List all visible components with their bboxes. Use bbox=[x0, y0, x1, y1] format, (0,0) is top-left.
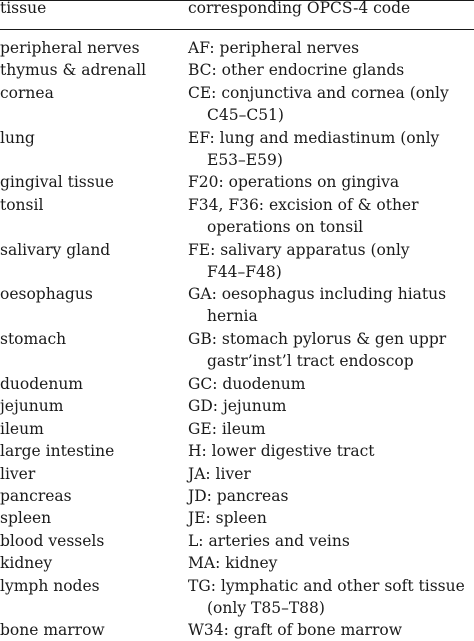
table-row-tissue: lymph nodes bbox=[0, 576, 100, 595]
table-row-tissue: thymus & adrenall bbox=[0, 61, 147, 80]
code-continuation-line: gastr’inst’l tract endoscop bbox=[207, 352, 414, 371]
table-row-tissue: spleen bbox=[0, 509, 52, 528]
table-row-tissue: bone marrow bbox=[0, 621, 105, 640]
table-row-tissue: liver bbox=[0, 464, 36, 483]
table-row-code bbox=[188, 82, 474, 126]
code-line: AF: peripheral nerves bbox=[188, 39, 360, 57]
code-continuation-line: (only T85–T88) bbox=[207, 598, 325, 617]
header-code: corresponding OPCS-4 code bbox=[188, 0, 411, 17]
code-line: L: arteries and veins bbox=[188, 531, 350, 550]
code-line: GC: duodenum bbox=[188, 375, 306, 393]
table-row-tissue: ileum bbox=[0, 419, 44, 438]
table-row-tissue: salivary gland bbox=[0, 240, 111, 259]
code-continuation-line: operations on tonsil bbox=[207, 217, 364, 236]
table-row-tissue: lung bbox=[0, 128, 35, 147]
table-row-code bbox=[188, 37, 474, 59]
code-line: GE: ileum bbox=[188, 419, 266, 438]
table-row-tissue: tonsil bbox=[0, 195, 44, 214]
table-row-tissue: peripheral nerves bbox=[0, 39, 140, 57]
code-line: JD: pancreas bbox=[188, 487, 289, 505]
code-continuation-line: F44–F48) bbox=[207, 262, 282, 281]
table-row-tissue: cornea bbox=[0, 83, 54, 102]
code-line: F34, F36: excision of & other bbox=[188, 195, 419, 214]
table-row-tissue: pancreas bbox=[0, 487, 72, 505]
table-row-code bbox=[188, 418, 474, 440]
code-line: MA: kidney bbox=[188, 554, 278, 573]
table-row-code bbox=[188, 575, 474, 619]
code-line: W34: graft of bone marrow bbox=[188, 621, 402, 640]
table-row-tissue: jejunum bbox=[0, 397, 64, 416]
table-row-code bbox=[188, 552, 474, 574]
table-row-code bbox=[188, 395, 474, 417]
table-row-tissue: duodenum bbox=[0, 375, 83, 393]
table-row-code bbox=[188, 194, 474, 238]
table-row-code bbox=[188, 283, 474, 327]
table-row-code bbox=[188, 127, 474, 171]
code-continuation-line: C45–C51) bbox=[207, 105, 284, 124]
table-row-code bbox=[188, 239, 474, 283]
code-continuation-line: hernia bbox=[207, 307, 258, 326]
code-line: EF: lung and mediastinum (only bbox=[188, 128, 440, 147]
table-row-code bbox=[188, 485, 474, 507]
code-line: H: lower digestive tract bbox=[188, 442, 375, 461]
table-row-code bbox=[188, 619, 474, 641]
table-row-tissue: kidney bbox=[0, 554, 53, 573]
table-row-code bbox=[188, 440, 474, 462]
code-line: GD: jejunum bbox=[188, 397, 287, 416]
code-line: FE: salivary apparatus (only bbox=[188, 240, 410, 259]
code-continuation-line: E53–E59) bbox=[207, 150, 283, 169]
code-line: CE: conjunctiva and cornea (only bbox=[188, 83, 449, 102]
code-line: F20: operations on gingiva bbox=[188, 173, 400, 192]
code-line: TG: lymphatic and other soft tissue bbox=[188, 576, 465, 595]
table-row-code bbox=[188, 463, 474, 485]
code-line: GB: stomach pylorus & gen uppr bbox=[188, 330, 447, 349]
table-row-tissue: gingival tissue bbox=[0, 173, 114, 192]
table-row-code bbox=[188, 507, 474, 529]
table-row-tissue: stomach bbox=[0, 330, 67, 349]
code-line: JE: spleen bbox=[188, 509, 267, 528]
table-header-row bbox=[0, 0, 474, 29]
table-row-code bbox=[188, 59, 474, 81]
code-line: BC: other endocrine glands bbox=[188, 61, 405, 80]
code-line: JA: liver bbox=[188, 464, 251, 483]
table-row-code bbox=[188, 373, 474, 395]
table-header-rule bbox=[0, 29, 474, 30]
table-row-tissue: blood vessels bbox=[0, 531, 105, 550]
table-row-code bbox=[188, 530, 474, 552]
table-row-code bbox=[188, 171, 474, 193]
header-tissue: tissue bbox=[0, 0, 47, 17]
code-line: GA: oesophagus including hiatus bbox=[188, 285, 447, 304]
table-row-tissue: oesophagus bbox=[0, 285, 93, 304]
table-row-code bbox=[188, 328, 474, 372]
table-row-tissue: large intestine bbox=[0, 442, 115, 461]
